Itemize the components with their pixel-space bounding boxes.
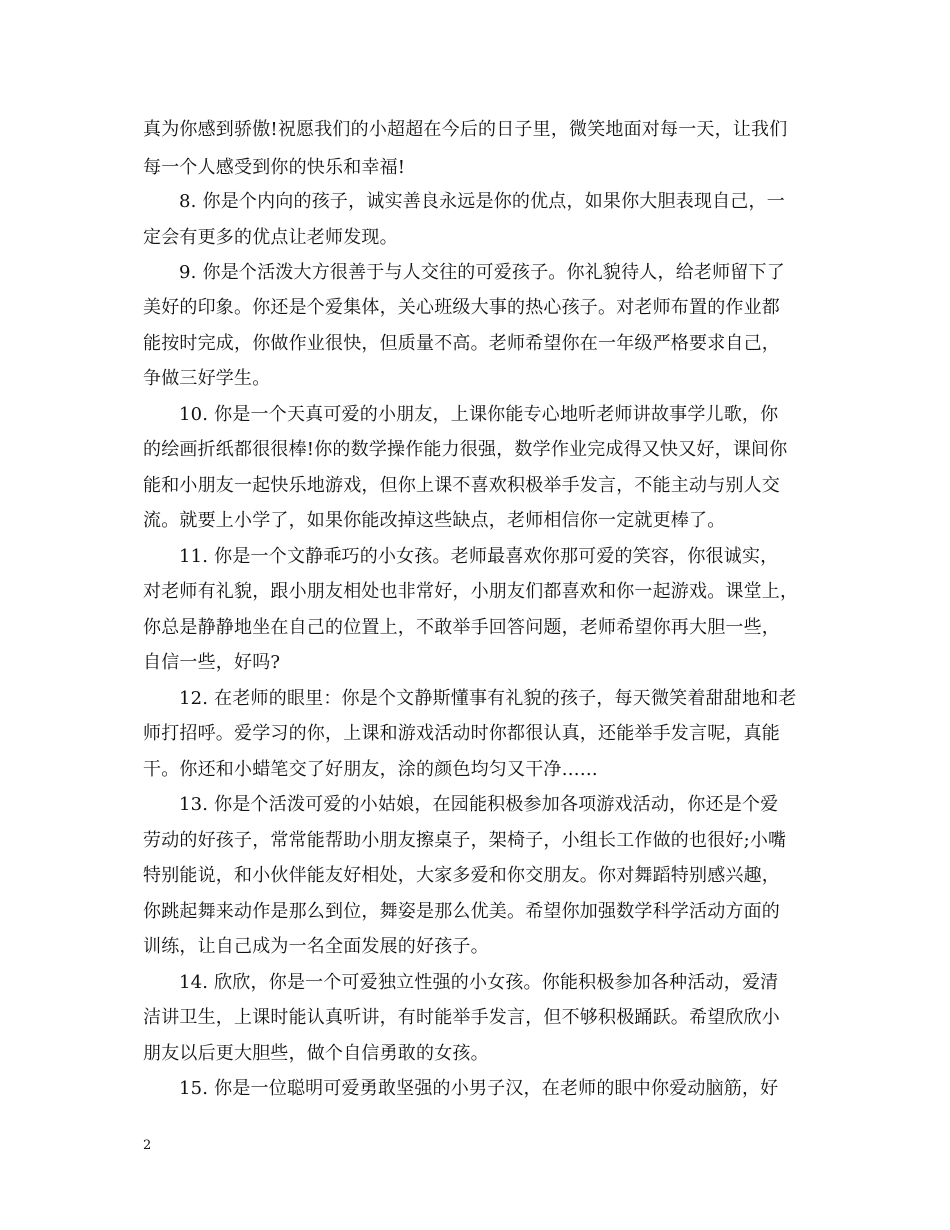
paragraph-11-line: 11. 你是一个文静乖巧的小女孩。老师最喜欢你那可爱的笑容，你很诚实，: [179, 546, 779, 567]
paragraph-11-line: 你总是静静地坐在自己的位置上，不敢举手回答问题，老师希望你再大胆一些，: [143, 617, 780, 638]
paragraph-9-line: 美好的印象。你还是个爱集体，关心班级大事的热心孩子。对老师布置的作业都: [143, 297, 780, 318]
paragraph-14-line: 朋友以后更大胆些，做个自信勇敢的女孩。: [143, 1043, 489, 1064]
paragraph-10-line: 流。就要上小学了，如果你能改掉这些缺点，老师相信你一定就更棒了。: [143, 510, 726, 531]
text-line: 真为你感到骄傲!祝愿我们的小超超在今后的日子里，微笑地面对每一天，让我们: [143, 119, 788, 140]
paragraph-12-line: 12. 在老师的眼里：你是个文静斯懂事有礼貌的孩子，每天微笑着甜甜地和老: [179, 688, 797, 709]
paragraph-12-line: 干。你还和小蜡笔交了好朋友，涂的颜色均匀又干净……: [143, 759, 598, 780]
paragraph-9-line: 能按时完成，你做作业很快，但质量不高。老师希望你在一年级严格要求自己，: [143, 333, 780, 354]
paragraph-10-line: 的绘画折纸都很很棒!你的数学操作能力很强，数学作业完成得又快又好，课间你: [143, 439, 788, 460]
paragraph-13-line: 13. 你是个活泼可爱的小姑娘，在园能积极参加各项游戏活动，你还是个爱: [179, 794, 779, 815]
paragraph-11-line: 自信一些，好吗?: [143, 652, 281, 673]
paragraph-15-line: 15. 你是一位聪明可爱勇敢坚强的小男子汉，在老师的眼中你爱动脑筋，好: [179, 1078, 779, 1099]
paragraph-14-line: 14. 欣欣，你是一个可爱独立性强的小女孩。你能积极参加各种活动，爱清: [179, 972, 779, 993]
paragraph-13-line: 特别能说，和小伙伴能友好相处，大家多爱和你交朋友。你对舞蹈特别感兴趣，: [143, 865, 780, 886]
paragraph-10-line: 10. 你是一个天真可爱的小朋友，上课你能专心地听老师讲故事学儿歌，你: [179, 404, 779, 425]
paragraph-13-line: 劳动的好孩子，常常能帮助小朋友擦桌子，架椅子，小组长工作做的也很好;小嘴: [143, 830, 787, 851]
paragraph-10-line: 能和小朋友一起快乐地游戏，但你上课不喜欢积极举手发言，不能主动与别人交: [143, 475, 780, 496]
paragraph-8-line: 8. 你是个内向的孩子，诚实善良永远是你的优点，如果你大胆表现自己，一: [179, 191, 785, 212]
paragraph-14-line: 洁讲卫生，上课时能认真听讲，有时能举手发言，但不够积极踊跃。希望欣欣小: [143, 1007, 780, 1028]
paragraph-13-line: 你跳起舞来动作是那么到位，舞姿是那么优美。希望你加强数学科学活动方面的: [143, 901, 780, 922]
paragraph-11-line: 对老师有礼貌，跟小朋友相处也非常好，小朋友们都喜欢和你一起游戏。课堂上，: [143, 581, 799, 602]
paragraph-12-line: 师打招呼。爱学习的你，上课和游戏活动时你都很认真，还能举手发言呢，真能: [143, 723, 780, 744]
paragraph-9-line: 争做三好学生。: [143, 368, 271, 389]
paragraph-13-line: 训练，让自己成为一名全面发展的好孩子。: [143, 936, 489, 957]
page-number: 2: [143, 1138, 152, 1153]
paragraph-8-line: 定会有更多的优点让老师发现。: [143, 227, 398, 248]
paragraph-9-line: 9. 你是个活泼大方很善于与人交往的可爱孩子。你礼貌待人，给老师留下了: [179, 262, 785, 283]
text-line: 每一个人感受到你的快乐和幸福!: [143, 157, 406, 178]
